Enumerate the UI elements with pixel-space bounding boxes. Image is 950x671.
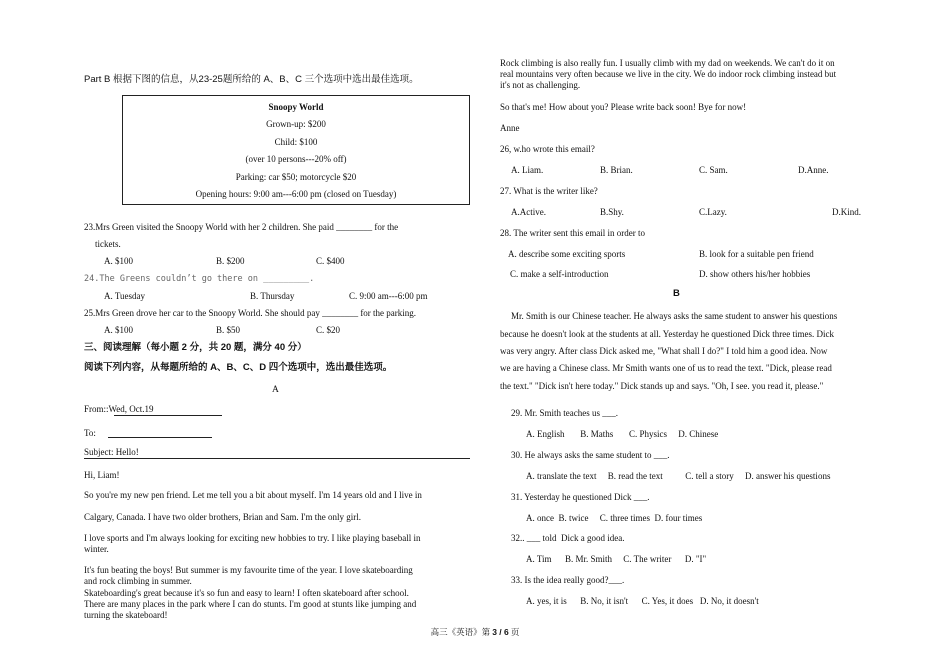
email-text-line: Rock climbing is also really fun. I usually climb with my dad on weekends. We can't do it on	[500, 58, 835, 68]
email-text-line: Skateboarding's great because it's so fun and easy to learn! I often skateboard after school.	[84, 588, 409, 598]
q25-stem: 25.Mrs Green drove her car to the Snoopy World. She should pay ________ for the parking.	[84, 308, 417, 318]
email-text-line: It's fun beating the boys! But summer is my favourite time of the year. I love skateboarding	[84, 565, 413, 575]
passage-b-line: the text." "Dick isn't here today." Dick stands up and says. "Oh, I see. you read it, please."	[500, 381, 824, 391]
q23-option-c: C. $400	[316, 256, 345, 266]
q27-option-c: C.Lazy.	[699, 207, 727, 217]
email-text-line: winter.	[84, 544, 109, 554]
notice-line: (over 10 persons---20% off)	[245, 154, 347, 164]
passage-b-line: we are having a Chinese class. Mr Smith wants one of us to read the text. "Dick, please read	[500, 363, 832, 373]
q27-option-a: A.Active.	[511, 207, 546, 217]
part-b-title: Part B 根据下图的信息，从23-25题所给的 A、B、C 三个选项中选出最佳选项。	[84, 74, 419, 85]
passage-b-line: was very angry. After class Dick asked me, "What shall I do?" I told him a good idea. Now	[500, 346, 828, 356]
q33-stem: 33. Is the idea really good?___.	[511, 575, 625, 585]
q23-option-a: A. $100	[104, 256, 133, 266]
passage-b-label: B	[673, 288, 680, 299]
q25-option-c: C. $20	[316, 325, 341, 335]
q23-stem-cont: tickets.	[95, 239, 121, 249]
q28-stem: 28. The writer sent this email in order to	[500, 228, 646, 238]
email-greeting: Hi, Liam!	[84, 470, 120, 480]
email-text-line: it's not as challenging.	[500, 80, 581, 90]
q28-option-d: D. show others his/her hobbies	[699, 269, 811, 279]
footer-prefix: 高三《英语》第	[430, 627, 493, 637]
q26-option-a: A. Liam.	[511, 165, 544, 175]
q27-stem: 27. What is the writer like?	[500, 186, 598, 196]
q25-option-b: B. $50	[216, 325, 241, 335]
subject-underline	[84, 458, 470, 459]
q26-option-d: D.Anne.	[798, 165, 829, 175]
q24-option-c: C. 9:00 am---6:00 pm	[349, 291, 428, 301]
q28-option-a: A. describe some exciting sports	[508, 249, 626, 259]
q23-option-b: B. $200	[216, 256, 245, 266]
q28-option-c: C. make a self-introduction	[510, 269, 609, 279]
notice-line: Grown-up: $200	[266, 119, 326, 129]
q31-stem: 31. Yesterday he questioned Dick ___.	[511, 492, 650, 502]
email-text-line: turning the skateboard!	[84, 610, 168, 620]
email-text-line: There are many places in the park where I can do stunts. I'm good at stunts like jumping and	[84, 599, 417, 609]
email-text-line: and rock climbing in summer.	[84, 576, 192, 586]
email-closing: So that's me! How about you? Please write back soon! Bye for now!	[500, 102, 747, 112]
q29-options: A. English B. Maths C. Physics D. Chinese	[526, 429, 719, 439]
q24-option-a: A. Tuesday	[104, 291, 146, 301]
passage-b-line: Mr. Smith is our Chinese teacher. He always asks the same student to answer his questions	[511, 311, 838, 321]
q32-options: A. Tim B. Mr. Smith C. The writer D. "I"	[526, 554, 707, 564]
q24-stem: 24.The Greens couldn’t go there on _________.	[84, 274, 315, 284]
to-underline	[108, 437, 212, 438]
snoopy-world-notice	[122, 95, 470, 205]
passage-b-line: because he doesn't look at the students at all. Yesterday he questioned Dick three times. Dick	[500, 329, 835, 339]
notice-line: Opening hours: 9:00 am---6:00 pm (closed on Tuesday)	[195, 189, 397, 199]
q26-option-c: C. Sam.	[699, 165, 728, 175]
email-from: From::Wed, Oct.19	[84, 404, 154, 414]
email-text-line: I love sports and I'm always looking for exciting new hobbies to try. I like playing baseball in	[84, 533, 421, 543]
q27-option-d: D.Kind.	[832, 207, 861, 217]
q26-option-b: B. Brian.	[600, 165, 633, 175]
email-to: To:	[84, 428, 96, 438]
footer-suffix: 页	[508, 627, 520, 637]
q26-stem: 26, w.ho wrote this email?	[500, 144, 595, 154]
page-footer	[0, 626, 950, 638]
q32-stem: 32.. ___ told Dick a good idea.	[511, 533, 625, 543]
q29-stem: 29. Mr. Smith teaches us ___.	[511, 408, 618, 418]
email-text-line: Calgary, Canada. I have two older brothers, Brian and Sam. I'm the only girl.	[84, 512, 361, 522]
q25-option-a: A. $100	[104, 325, 133, 335]
passage-a-label: A	[272, 385, 279, 395]
email-subject: Subject: Hello!	[84, 447, 139, 457]
notice-title: Snoopy World	[268, 102, 324, 112]
notice-line: Child: $100	[274, 137, 318, 147]
notice-line: Parking: car $50; motorcycle $20	[235, 172, 357, 182]
reading-instruction: 阅读下列内容，从每题所给的 A、B、C、D 四个选项中，选出最佳选项。	[84, 362, 393, 373]
section-3-heading: 三、阅读理解（每小题 2 分，共 20 题，满分 40 分）	[84, 342, 307, 353]
q27-option-b: B.Shy.	[600, 207, 624, 217]
q31-options: A. once B. twice C. three times D. four times	[526, 513, 703, 523]
q28-option-b: B. look for a suitable pen friend	[699, 249, 814, 259]
q24-option-b: B. Thursday	[250, 291, 295, 301]
email-signature: Anne	[500, 123, 520, 133]
email-text-line: So you're my new pen friend. Let me tell you a bit about myself. I'm 14 years old and I live in	[84, 490, 422, 500]
q30-options: A. translate the text B. read the text C. tell a story D. answer his questions	[526, 471, 831, 481]
q23-stem: 23.Mrs Green visited the Snoopy World with her 2 children. She paid ________ for the	[84, 222, 399, 232]
q30-stem: 30. He always asks the same student to ___.	[511, 450, 670, 460]
email-text-line: real mountains very often because we live in the city. We do indoor rock climbing instead but	[500, 69, 837, 79]
from-underline	[114, 415, 222, 416]
page-number: 3 / 6	[492, 627, 509, 637]
q33-options: A. yes, it is B. No, it isn't C. Yes, it does D. No, it doesn't	[526, 596, 759, 606]
